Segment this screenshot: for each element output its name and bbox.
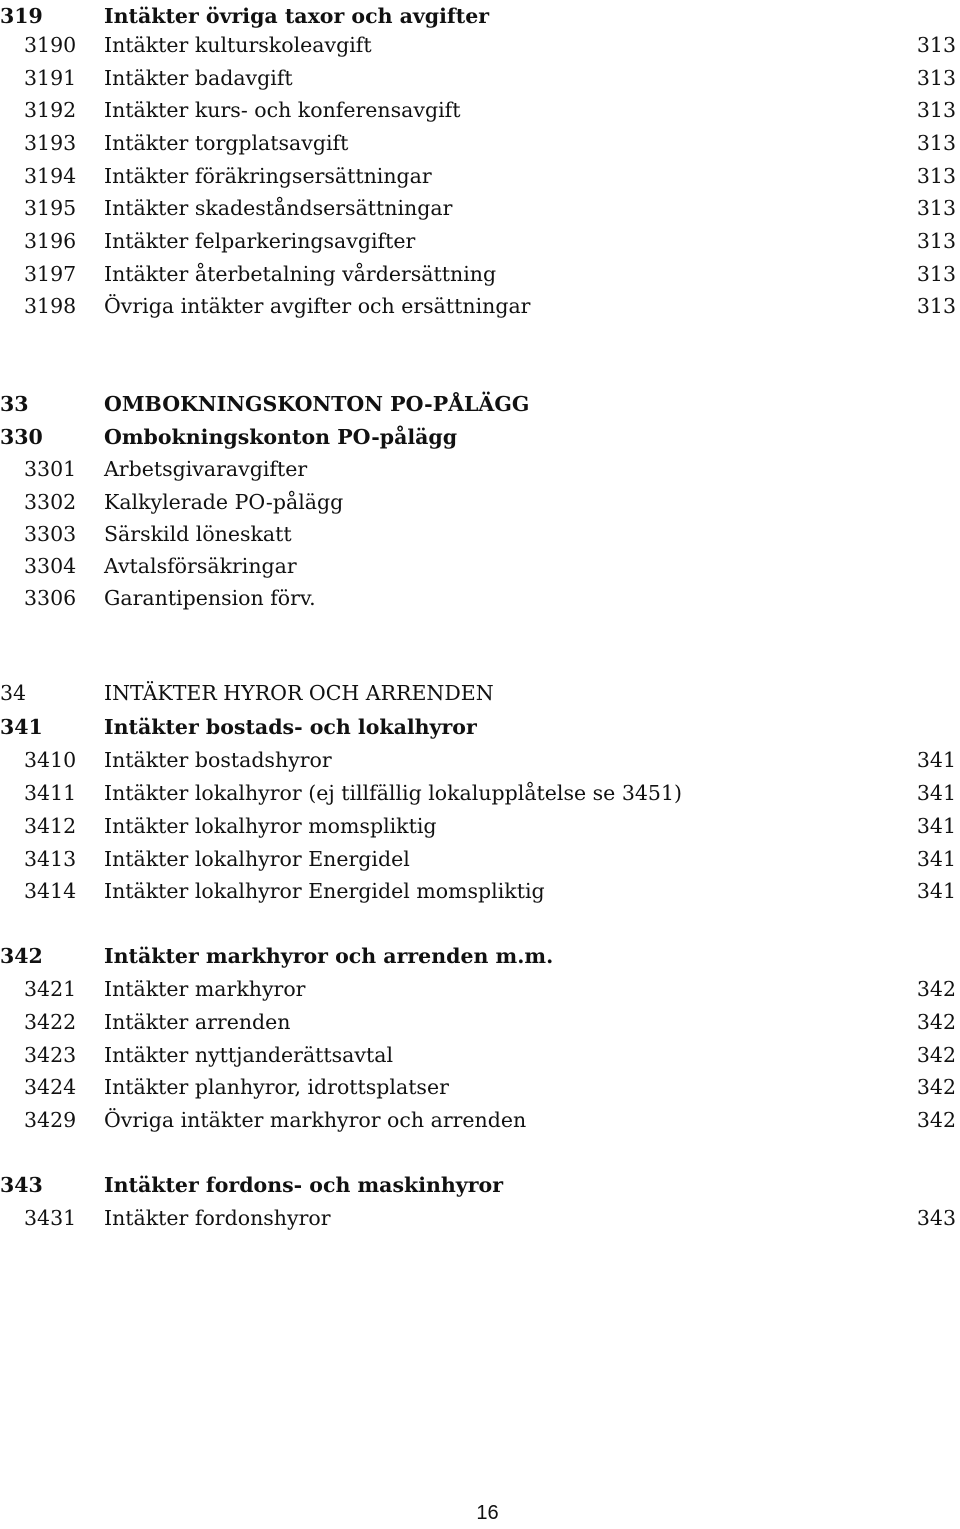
account-row <box>0 453 960 485</box>
account-row <box>0 875 960 907</box>
account-code: 3302 <box>24 490 77 514</box>
account-title: Intäkter torgplatsavgift <box>104 131 349 155</box>
account-title: Intäkter föräkringsersättningar <box>104 164 432 188</box>
account-code: 3197 <box>24 262 77 286</box>
account-reference: 313 <box>916 164 956 188</box>
account-reference: 313 <box>916 66 956 90</box>
account-title: Arbetsgivaravgifter <box>104 457 308 481</box>
section-heading <box>0 940 960 972</box>
section-heading <box>0 1169 960 1201</box>
account-reference: 313 <box>916 131 956 155</box>
account-title: Intäkter lokalhyror Energidel momspliktig <box>104 879 545 903</box>
account-code: 3413 <box>24 847 77 871</box>
account-title: Intäkter övriga taxor och avgifter <box>104 4 490 28</box>
account-title: OMBOKNINGSKONTON PO-PÅLÄGG <box>104 392 530 416</box>
account-code: 3423 <box>24 1043 77 1067</box>
account-code: 3301 <box>24 457 77 481</box>
account-code: 3198 <box>24 294 77 318</box>
account-code: 3410 <box>24 748 77 772</box>
section-heading <box>0 421 960 453</box>
account-title: Intäkter lokalhyror (ej tillfällig lokalupplåtelse se 3451) <box>104 781 682 805</box>
account-title: Intäkter fordons- och maskinhyror <box>104 1173 503 1197</box>
account-code: 330 <box>0 425 43 449</box>
account-row <box>0 777 960 809</box>
account-title: Intäkter lokalhyror Energidel <box>104 847 410 871</box>
account-title: Intäkter markhyror <box>104 977 306 1001</box>
account-title: Intäkter arrenden <box>104 1010 291 1034</box>
account-row <box>0 192 960 224</box>
account-row <box>0 744 960 776</box>
account-row <box>0 127 960 159</box>
account-row <box>0 225 960 257</box>
account-title: Intäkter bostadshyror <box>104 748 332 772</box>
account-code: 3414 <box>24 879 77 903</box>
account-reference: 341 <box>916 847 956 871</box>
account-row <box>0 62 960 94</box>
account-row <box>0 973 960 1005</box>
account-title: Intäkter felparkeringsavgifter <box>104 229 416 253</box>
account-reference: 313 <box>916 98 956 122</box>
section-heading <box>0 677 960 709</box>
account-title: Intäkter badavgift <box>104 66 293 90</box>
account-title: INTÄKTER HYROR OCH ARRENDEN <box>104 681 494 705</box>
page-number: 16 <box>476 1502 499 1524</box>
account-row <box>0 94 960 126</box>
account-code: 3304 <box>24 554 77 578</box>
account-code: 3424 <box>24 1075 77 1099</box>
account-title: Intäkter planhyror, idrottsplatser <box>104 1075 449 1099</box>
account-code: 3192 <box>24 98 77 122</box>
account-title: Intäkter skadeståndsersättningar <box>104 196 453 220</box>
account-code: 3193 <box>24 131 77 155</box>
account-title: Intäkter bostads- och lokalhyror <box>104 715 477 739</box>
account-reference: 313 <box>916 196 956 220</box>
account-code: 3422 <box>24 1010 77 1034</box>
account-code: 3191 <box>24 66 77 90</box>
account-title: Kalkylerade PO-pålägg <box>104 490 344 514</box>
account-reference: 342 <box>916 1043 956 1067</box>
account-title: Intäkter lokalhyror momspliktig <box>104 814 437 838</box>
account-title: Övriga intäkter avgifter och ersättningar <box>104 294 531 318</box>
account-row <box>0 29 960 61</box>
account-reference: 341 <box>916 814 956 838</box>
account-reference: 342 <box>916 977 956 1001</box>
account-reference: 313 <box>916 229 956 253</box>
account-title: Intäkter markhyror och arrenden m.m. <box>104 944 554 968</box>
account-title: Garantipension förv. <box>104 586 316 610</box>
section-heading <box>0 711 960 743</box>
account-reference: 342 <box>916 1010 956 1034</box>
account-reference: 313 <box>916 33 956 57</box>
account-code: 3411 <box>24 781 77 805</box>
account-reference: 341 <box>916 781 956 805</box>
account-code: 319 <box>0 4 43 28</box>
account-row <box>0 1202 960 1234</box>
section-heading <box>0 388 960 420</box>
account-code: 3421 <box>24 977 77 1001</box>
account-code: 3303 <box>24 522 77 546</box>
account-row <box>0 582 960 614</box>
account-row <box>0 843 960 875</box>
account-reference: 342 <box>916 1108 956 1132</box>
account-code: 3190 <box>24 33 77 57</box>
account-code: 34 <box>0 681 27 705</box>
account-code: 343 <box>0 1173 43 1197</box>
account-code: 33 <box>0 392 29 416</box>
account-reference: 343 <box>916 1206 956 1230</box>
account-row <box>0 518 960 550</box>
account-code: 3196 <box>24 229 77 253</box>
account-title: Intäkter kulturskoleavgift <box>104 33 372 57</box>
account-title: Intäkter kurs- och konferensavgift <box>104 98 461 122</box>
account-row <box>0 258 960 290</box>
account-row <box>0 486 960 518</box>
account-code: 342 <box>0 944 43 968</box>
account-reference: 341 <box>916 879 956 903</box>
account-title: Intäkter fordonshyror <box>104 1206 331 1230</box>
account-title: Särskild löneskatt <box>104 522 292 546</box>
account-row <box>0 1039 960 1071</box>
account-title: Avtalsförsäkringar <box>104 554 297 578</box>
account-row <box>0 290 960 322</box>
account-code: 3306 <box>24 586 77 610</box>
account-title: Intäkter återbetalning vårdersättning <box>104 262 497 286</box>
account-code: 3194 <box>24 164 77 188</box>
account-code: 3412 <box>24 814 77 838</box>
account-row <box>0 810 960 842</box>
account-code: 3429 <box>24 1108 77 1132</box>
account-row <box>0 550 960 582</box>
account-code: 3195 <box>24 196 77 220</box>
account-row <box>0 1104 960 1136</box>
account-row <box>0 1071 960 1103</box>
account-title: Övriga intäkter markhyror och arrenden <box>104 1108 527 1132</box>
account-reference: 313 <box>916 294 956 318</box>
account-code: 341 <box>0 715 43 739</box>
account-reference: 341 <box>916 748 956 772</box>
account-title: Intäkter nyttjanderättsavtal <box>104 1043 394 1067</box>
account-reference: 342 <box>916 1075 956 1099</box>
account-code: 3431 <box>24 1206 77 1230</box>
account-title: Ombokningskonton PO-pålägg <box>104 425 458 449</box>
account-reference: 313 <box>916 262 956 286</box>
account-row <box>0 1006 960 1038</box>
section-heading <box>0 0 960 32</box>
account-row <box>0 160 960 192</box>
